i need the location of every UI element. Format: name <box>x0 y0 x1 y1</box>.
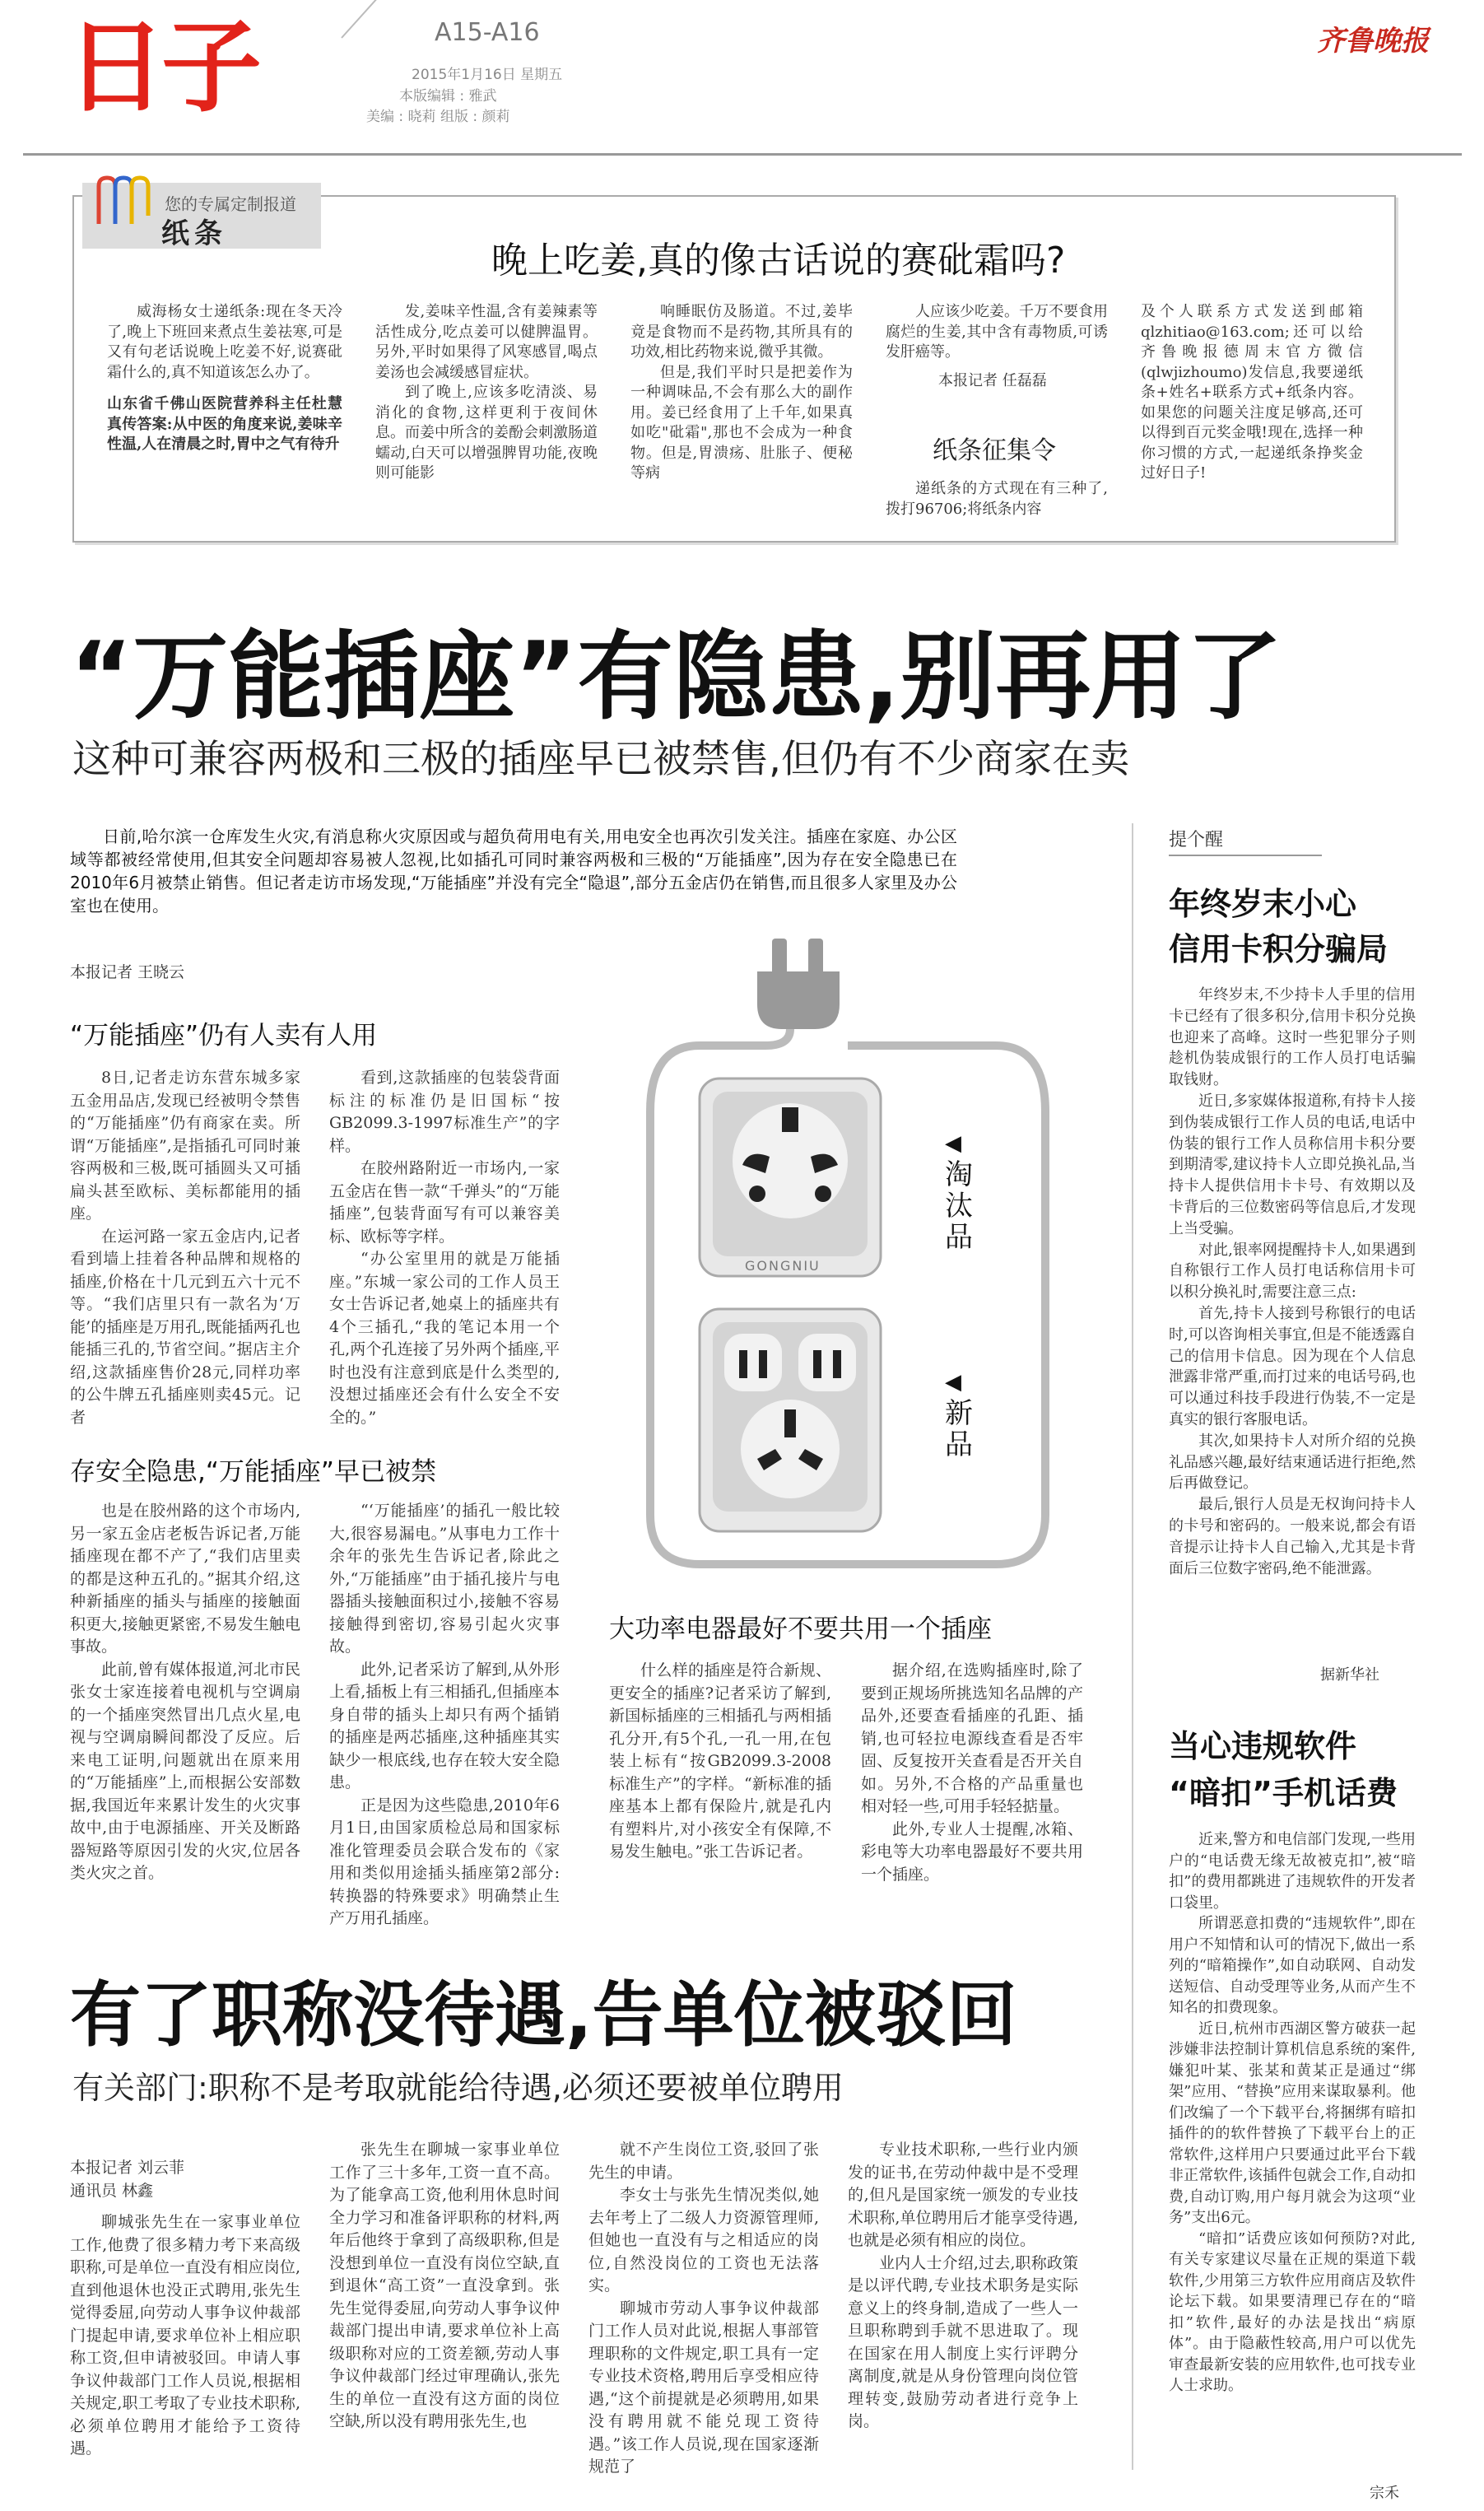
zhitiao-col-5: 及个人联系方式发送到邮箱qlzhitiao@163.com;还可以给齐鲁晚报德周末官方微信(qlwjizhoumo)发信息,我要递纸条+姓名+联系方式+纸条内容。如果您的问题关注度足够高,还可以得到百元奖金哦!现在,选择一种你习惯的方式,一起递纸条挣奖金过好日子! <box>1141 303 1363 482</box>
story2-byline-1: 本报记者 刘云菲 <box>70 2159 185 2177</box>
sidebar-source-2: 宗禾 <box>1370 2485 1399 2502</box>
zhitiao-col-3: 响睡眠仿及肠道。不过,姜毕竟是食物而不是药物,其所具有的功效,相比药物来说,微乎其微。 但是,我们平时只是把姜作为一种调味品,不会有那么大的副作用。姜已经食用了上千年,如果真如吃"砒霜",那也不会成为一种食物。但是,胃溃疡、肚胀子、便秘等病 <box>630 303 853 482</box>
story1-subtitle: 这种可兼容两极和三极的插座早已被禁售,但仍有不少商家在卖 <box>72 737 1129 782</box>
story1-sec1-head: “万能插座”仍有人卖有人用 <box>70 1021 378 1051</box>
issue-date: 2015年1月16日 星期五 <box>412 67 563 83</box>
sidebar-divider <box>1132 823 1133 2470</box>
sidebar-body-1: 年终岁末,不少持卡人手里的信用卡已经有了很多积分,信用卡积分兑换也迎来了高峰。这时一些犯罪分子则趁机伪装成银行的工作人员打电话骗取钱财。 近日,多家媒体报道称,有持卡人接到伪装成银行工作人员的电话,电话中伪装的银行工作人员称信用卡积分要到期清零,建议持卡人立即兑换礼品,当持卡人提供信用卡卡号、有效期以及卡背后的三位数密码等信息后,才发现上当受骗。 对此,银率网提醒持卡人,如果遇到自称银行工作人员打电话称信用卡可以积分换礼时,需要注意三点: 首先,持卡人接到号称银行的电话时,可以咨询相关事宜,但是不能透露自己的信用卡信息。因为现在个人信息泄露非常严重,而打过来的电话号码,也可以通过科技手段进行伪装,不一定是真实的银行客服电话。 其次,如果持卡人对所介绍的兑换礼品感兴趣,最好结束通话进行拒绝,然后再做登记。 最后,银行人员是无权询问持卡人的卡号和密码的。一般来说,都会有语音提示让持卡人自己输入,尤其是卡背面后三位数字密码,绝不能泄露。 <box>1169 986 1416 1577</box>
arrow-left-icon: ◀ <box>945 1370 961 1395</box>
new-socket-label: ◀ 新品 <box>945 1367 978 1460</box>
old-socket-label: ◀ 淘汰品 <box>945 1128 978 1253</box>
sidebar-source-1: 据新华社 <box>1320 1666 1379 1684</box>
socket-brand: GONGNIU <box>745 1258 821 1274</box>
story1-byline: 本报记者 王晓云 <box>70 963 185 981</box>
zhitiao-tag: 纸条 <box>161 217 227 250</box>
sidebar-tag: 提个醒 <box>1169 826 1322 856</box>
zhitiao-byline: 本报记者 任磊磊 <box>938 372 1047 389</box>
zhitiao-call-head: 纸条征集令 <box>933 436 1056 465</box>
paperclip-icon <box>91 175 165 232</box>
zhitiao-col-2: 发,姜味辛性温,含有姜辣素等活性成分,吃点姜可以健脾温胃。另外,平时如果得了风寒感冒,喝点姜汤也会减缓感冒症状。 到了晚上,应该多吃清淡、易消化的食物,这样更利于夜间休息。而姜中所含的姜酚会刺激肠道蠕动,白天可以增强脾胃功能,夜晚则可能影 <box>375 303 598 482</box>
story1-lead: 日前,哈尔滨一仓库发生火灾,有消息称火灾原因或与超负荷用电有关,用电安全也再次引发关注。插座在家庭、办公区域等都被经常使用,但其安全问题却容易被人忽视,比如插孔可同时兼容两极和三极的“万能插座”,因为存在安全隐患已在2010年6月被禁止销售。但记者走访市场发现,“万能插座”并没有完全“隐退”,部分五金店仍在销售,而且很多人家里及办公室也在使用。 <box>70 827 957 915</box>
zhitiao-col-4: 人应该少吃姜。千万不要食用腐烂的生姜,其中含有毒物质,可诱发肝癌等。 <box>886 303 1108 361</box>
story2-col-2: 张先生在聊城一家事业单位工作了三十多年,工资一直不高。为了能拿高工资,他利用休息时间全力学习和准备评职称的材料,两年后他终于拿到了高级职称,但是没想到单位一直没有岗位空缺,直到退休“高工资”一直没拿到。张先生觉得委屈,向劳动人事争议仲裁部门提出申请,要求单位补上高级职称对应的工资差额,劳动人事争议仲裁部门经过审理确认,张先生的单位一直没有这方面的岗位空缺,所以没有聘用张先生,也 <box>329 2141 560 2430</box>
section-logo: 日子 <box>66 9 257 126</box>
story1-title: “万能插座”有隐患,别再用了 <box>70 622 1282 733</box>
story1-sec3-head: 大功率电器最好不要共用一个插座 <box>609 1614 992 1644</box>
story2-byline-2: 通讯员 林鑫 <box>70 2182 154 2200</box>
story1-sec2-col2: “‘万能插座’的插孔一般比较大,很容易漏电。”从事电力工作十余年的张先生告诉记者,除此之外,“万能插座”由于插孔接片与电器插头接触面积过小,接触不容易接触得到密切,容易引起火灾事故。 此外,记者采访了解到,从外形上看,插板上有三相插孔,但插座本身自带的插头上却只有两个插销的插座是两芯插座,这种插座其实缺少一根底线,也存在较大安全隐患。 正是因为这些隐患,2010年6月1日,由国家质检总局和国家标准化管理委员会联合发布的《家用和类似用途插头插座第2部分:转换器的特殊要求》明确禁止生产万用孔插座。 <box>329 1502 560 1927</box>
arrow-left-icon: ◀ <box>945 1131 961 1156</box>
story1-sec2-col1: 也是在胶州路的这个市场内,另一家五金店老板告诉记者,万能插座现在都不产了,“我们店里卖的都是这种五孔的。”据其介绍,这种新插座的插头与插座的接触面积更大,接触更紧密,不易发生触电事故。 此前,曾有媒体报道,河北市民张女士家连接着电视机与空调扇的一个插座突然冒出几点火星,电视与空调扇瞬间都没了反应。后来电工证明,问题就出在原来用的“万能插座”上,而根据公安部数据,我国近年来累计发生的火灾事故中,由于电源插座、开关及断路器短路等原因引发的火灾,位居各类火灾之首。 <box>70 1502 300 1882</box>
sidebar-head-1a: 年终岁末小心 <box>1169 886 1357 922</box>
story2-col-4: 专业技术职称,一些行业内颁发的证书,在劳动仲裁中是不受理的,但凡是国家统一颁发的专业技术职称,单位聘用后才能享受待遇,也就是必须有相应的岗位。 业内人士介绍,过去,职称政策是以评代聘,专业技术职务是实际意义上的终身制,造成了一些人一旦职称聘到手就不思进取了。现在国家在用人制度上实行评聘分离制度,就是从身份管理向岗位管理转变,鼓励劳动者进行竞争上岗。 <box>848 2141 1078 2430</box>
zhitiao-col-4-tail: 递纸条的方式现在有三种了,拨打96706;将纸条内容 <box>886 480 1108 518</box>
story2-col-3: 就不产生岗位工资,驳回了张先生的申请。 李女士与张先生情况类似,她去年考上了二级人力资源管理师,但她也一直没有与之相适应的岗位,自然没岗位的工资也无法落实。 聊城市劳动人事争议仲裁部门工作人员对此说,根据人事部管理职称的文件规定,职工具有一定专业技术资格,聘用后享受相应待遇,“这个前提就是必须聘用,如果没有聘用就不能兑现工资待遇。”该工作人员说,现在国家逐渐规范了 <box>588 2141 819 2476</box>
story2-col-1: 聊城张先生在一家事业单位工作,他费了很多精力考下来高级职称,可是单位一直没有相应岗位,直到他退休也没正式聘用,张先生觉得委屈,向劳动人事争议仲裁部门提起申请,要求单位补上相应职称工资,但申请被驳回。申请人事争议仲裁部门工作人员说,根据相关规定,职工考取了专业技术职称,必须单位聘用才能给予工资待遇。 <box>70 2213 300 2457</box>
sidebar-head-1b: 信用卡积分骗局 <box>1169 931 1389 967</box>
story2-title: 有了职称没待遇,告单位被驳回 <box>70 1974 1017 2057</box>
socket-photo <box>634 922 1062 1581</box>
story1-sec3-col2: 据介绍,在选购插座时,除了要到正规场所挑选知名品牌的产品外,还要查看插座的孔距、插销,也可轻拉电源线查看是否牢固、反复按开关查看是否开关自如。另外,不合格的产品重量也相对轻一些,可用手轻轻掂量。 此外,专业人士提醒,冰箱、彩电等大功率电器最好不要共用一个插座。 <box>861 1661 1083 1884</box>
sidebar-head-2b: “暗扣”手机话费 <box>1169 1775 1398 1811</box>
header-slash <box>341 0 402 39</box>
page-staff: 美编 : 晓莉 组版 : 颜莉 <box>366 109 510 125</box>
page-numbers: A15-A16 <box>435 18 540 47</box>
newspaper-name: 齐鲁晚报 <box>1317 25 1429 58</box>
header-rule <box>23 153 1462 156</box>
story2-subtitle: 有关部门:职称不是考取就能给待遇,必须还要被单位聘用 <box>72 2070 844 2106</box>
sidebar-body-2: 近来,警方和电信部门发现,一些用户的“电话费无缘无故被克扣”,被“暗扣”的费用都跳进了违规软件的开发者口袋里。 所谓恶意扣费的“违规软件”,即在用户不知情和认可的情况下,做出一系列的“暗箱操作”,如自动联网、自动发送短信、自动受理等业务,从而产生不知名的扣费现象。 近日,杭州市西湖区警方破获一起涉嫌非法控制计算机信息系统的案件,嫌犯叶某、张某和黄某正是通过“绑架”应用、“替换”应用来谋取暴利。他们改编了一个下载平台,将捆绑有暗扣插件的的软件替换了下载平台上的正常软件,这样用户只要通过此平台下载非正常软件,该插件包就会工作,自动扣费,自动订购,用户每月就会为这项“业务”支出6元。 “暗扣”话费应该如何预防?对此,有关专家建议尽量在正规的渠道下载软件,少用第三方软件应用商店及软件论坛下载。如果要清理已存在的“暗扣”软件,最好的办法是找出“病原体”。由于隐蔽性较高,用户可以优先审查最新安装的应用软件,也可找专业人士求助。 <box>1169 1831 1416 2394</box>
story1-sec3-col1: 什么样的插座是符合新规、更安全的插座?记者采访了解到,新国标插座的三相插孔与两相插孔分开,有5个孔,一孔一用,在包装上标有“按GB2099.3-2008标准生产”的字样。“新标准的插座基本上都有保险片,就是孔内有塑料片,对小孩安全有保障,不易发生触电。”张工告诉记者。 <box>609 1661 831 1861</box>
story1-sec2-head: 存安全隐患,“万能插座”早已被禁 <box>70 1457 436 1487</box>
story1-sec1-col1: 8日,记者走访东营东城多家五金用品店,发现已经被明令禁售的“万能插座”仍有商家在卖。所谓“万能插座”,是指插孔可同时兼容两极和三极,既可插圆头又可插扁头甚至欧标、美标都能用的插座。 在运河路一家五金店内,记者看到墙上挂着各种品牌和规格的插座,价格在十几元到五六十元不等。“我们店里只有一款名为‘万能’的插座是万用孔,既能插两孔也能插三孔的,节省空间。”据店主介绍,这款插座售价28元,同样功率的公牛牌五孔插座则卖45元。记者 <box>70 1069 300 1427</box>
page-editor: 本版编辑 : 雅武 <box>399 88 497 105</box>
zhitiao-col-1: 威海杨女士递纸条:现在冬天冷了,晚上下班回来煮点生姜祛寒,可是又有句老话说晚上吃姜不好,说赛砒霜什么的,真不知道该怎么办了。 山东省千佛山医院营养科主任杜慧真传答案:从中医的角度来说,姜味辛性温,人在清晨之时,胃中之气有待升 <box>107 303 342 453</box>
zhitiao-title: 晚上吃姜,真的像古话说的赛砒霜吗? <box>491 240 1066 282</box>
story1-sec1-col2: 看到,这款插座的包装袋背面标注的标准仍是旧国标“按GB2099.3-1997标准生产”的字样。 在胶州路附近一市场内,一家五金店在售一款“千弹头”的“万能插座”,包装背面写有可以兼容美标、欧标等字样。 “办公室里用的就是万能插座。”东城一家公司的工作人员王女士告诉记者,她桌上的插座共有4个三插孔,“我的笔记本用一个孔,两个孔连接了另外两个插座,平时也没有注意到底是什么类型的,没想过插座还会有什么安全不安全的。” <box>329 1069 560 1427</box>
sidebar-head-2a: 当心违规软件 <box>1169 1728 1357 1764</box>
zhitiao-tag-line: 您的专属定制报道 <box>165 194 296 214</box>
